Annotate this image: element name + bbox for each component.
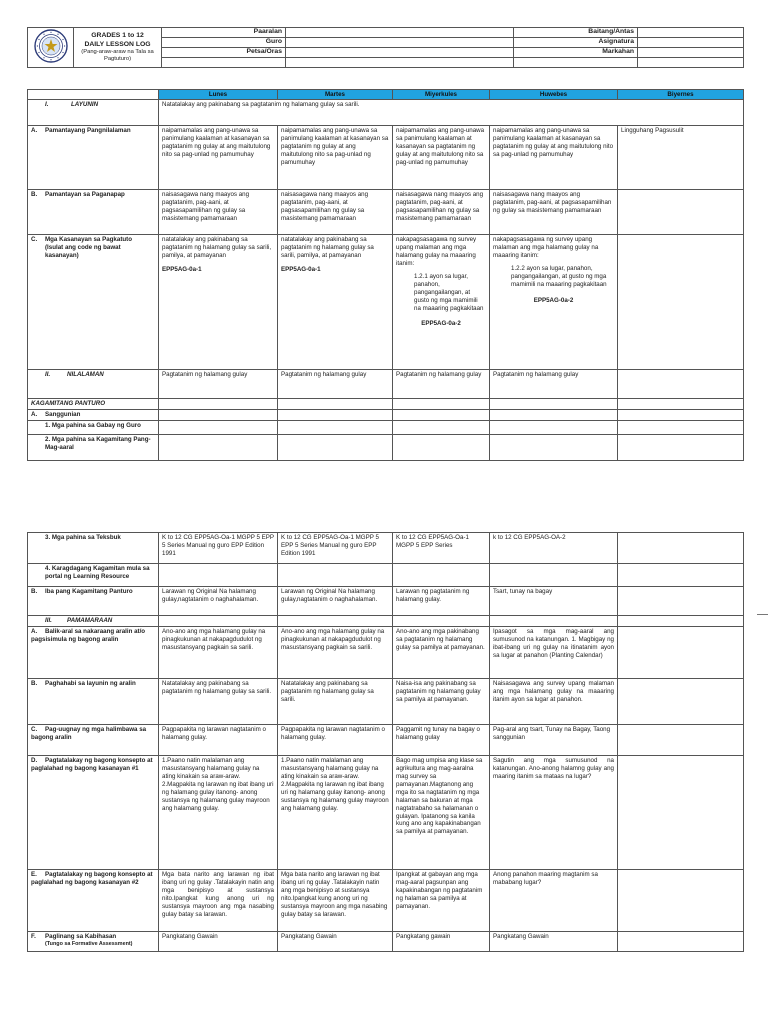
label-paghahabi: B. Paghahabi sa layunin ng aralin [28,678,159,724]
row-layunin [28,100,744,126]
label-konsepto2: E. Pagtatalakay ng bagong konsepto at paglalahad ng bagong kasanayan #2 [28,869,159,931]
label-pamantayang-pangnilalaman: A. Pamantayang Pangnilalaman [28,126,159,190]
cell-ba-mon: Ano-ano ang mga halamang gulay na pinagkukunan at nakapagdudulot ng masustansyang pagkain sa sarili. [159,626,278,678]
day-miyerkules: Miyerkules [393,90,490,100]
cell-pg-thu: naisasagawa nang maayos ang pagtatanim, pag-aani, at pagsasapamilihan ng gulay sa masistemang pamamaraan [490,190,618,235]
cell-ph-thu: Naisasagawa ang survey upang malaman ang mga halamang gulay na maaaring itanim ayon sa lugar at panahon. [490,678,618,724]
cell-k2-tue: Mga bata narito ang larawan ng ibat ibang uri ng gulay .Tatalakayin natin ang mga benipisyo at sustansya nito.Ipangkat kung anong uri ng sustansya mayroon ang mga nasabing gulay batay sa larawan. [278,869,393,931]
cell-pu-fri [618,724,744,755]
cell-ba-tue: Ano-ano ang mga halamang gulay na pinagkukunan at nakapagdudulot ng masustansyang pagkain sa sarili. [278,626,393,678]
label-sanggunian: A. Sanggunian [28,409,159,420]
row-sanggunian [28,409,744,420]
code-k-mon: EPP5AG-0a-1 [162,265,202,273]
cell-k1-thu: Sagutin ang mga sumusunod na katanungan. Ano-anong halamng gulay ang maaring itanim sa mataas na lugar? [490,755,618,869]
cell-k1-wed: Bago mag umpisa ang klase sa agrikultura ang mag-aaralna mag survey sa pamayanan.Magtanong ang mga ito sa nagtatanim ng mga halaman sa bakuran at mga nagtatrabaho sa halamanan o gulayan. Ipatanong sa kanila kung ano ang kapakinabangan sa pamilya at pamayanan. [393,755,490,869]
title-subtitle: (Pang-araw-araw na Tala sa Pagtuturo) [81,49,154,62]
cell-n-wed: Pagtatanim ng halamang gulay [393,370,490,399]
label-balik-aral: A. Balik-aral sa nakaraang aralin at/o pagsisimula ng bagong aralin [28,626,159,678]
page-edge-line [757,614,768,615]
cell-ip-wed: Larawan ng pagtatanim ng halamang gulay. [393,587,490,616]
field-markahan[interactable] [638,48,744,58]
title-grades: GRADES 1 to 12 [91,32,144,40]
cell-pg-mon: naisasagawa nang maayos ang pagtatanim, pag-aani, at pagsasapamilihan ng gulay sa masistemang pamamaraan [159,190,278,235]
lesson-table-part2 [27,532,744,952]
row-teksbuk [28,533,744,564]
row-pag-uugnay [28,724,744,755]
label-baitang: Baitang/Antas [514,28,638,38]
cell-ba-thu: Ipasagot sa mga mag-aaral ang sumusunod na katanungan. 1. Magbigay ng ibat-ibang uri ng gulay na itinatanim ayon sa lugar at panahon (Planting Calendar) [490,626,618,678]
cell-pg-tue: naisasagawa nang maayos ang pagtatanim, pag-aani, at pagsasapamilihan ng gulay sa masistemang pamamaraan [278,190,393,235]
row-kagamitang-mag-aaral [28,434,744,460]
cell-pu-wed: Paggamit ng tunay na bagay o halamang gulay [393,724,490,755]
label-pamantayan-sa-pagganap: B. Pamantayan sa Paganapap [28,190,159,235]
cell-ba-fri [618,626,744,678]
field-blank-right [638,58,744,68]
field-asignatura[interactable] [638,38,744,48]
day-martes: Martes [278,90,393,100]
cell-kb-fri [618,931,744,951]
code-k-tue: EPP5AG-0a-1 [281,265,321,273]
cell-pp-wed: naipamamalas ang pang-unawa sa panimulang kaalaman at kasanayan sa pagtatanim ng gulay at ang maitutulong nito sa pag-unlad ng pamumuhay [393,126,490,190]
row-karagdagang [28,564,744,587]
cell-pu-thu: Pag-aral ang tsart, Tunay na Bagay, Taong sanggunian [490,724,618,755]
cell-n-fri [618,370,744,399]
label-asignatura: Asignatura [514,38,638,48]
cell-ip-thu: Tsart, tunay na bagay [490,587,618,616]
cell-pg-fri [618,190,744,235]
cell-tb-wed: K to 12 CG EPP5AG-Oa-1 MGPP 5 EPP Series [393,533,490,564]
seal-icon [34,29,68,63]
cell-k2-thu: Anong panahon maaring magtanim sa mababang lugar? [490,869,618,931]
cell-pg-wed: naisasagawa nang maayos ang pagtatanim, pag-aani, at pagsasapamilihan ng gulay sa masistemang pamamaraan [393,190,490,235]
field-blank-left [162,58,286,68]
cell-k1-fri [618,755,744,869]
row-kagamitang [28,399,744,410]
day-header-row [28,90,744,100]
deped-seal-logo [28,28,74,68]
row-nilalaman [28,370,744,399]
cell-pp-mon: naipamamalas ang pang-unawa sa panimulang kaalaman at kasanayan sa pagtatanim ng gulay at ang maitutulong nito sa pag-unlad ng pamumuhay [159,126,278,190]
row-pamantayang-pangnilalaman [28,126,744,190]
cell-pu-tue: Pagpapakita ng larawan nagtatanim o halamang gulay. [278,724,393,755]
field-petsa[interactable] [286,48,514,58]
cell-ba-wed: Ano-ano ang mga pakinabang sa pagtatanim ng halamang gulay sa pamilya at pamayanan. [393,626,490,678]
title-dll: DAILY LESSON LOG [84,40,151,48]
cell-ip-tue: Larawan ng Original Na halamang gulay,nagtatanim o naghahalaman. [278,587,393,616]
row-paghahabi [28,678,744,724]
cell-k-thu: nakapagsasagawa ng survey upang malaman ang mga halamang gulay na maaaring itanim: 1.2.2 ayon sa lugar, panahon, pangangailangan, at gusto ng mga mamimili na maaaring pagkakitaan EPP5AG-0a-2 [490,235,618,370]
lesson-table-part1 [27,89,744,461]
cell-n-mon: Pagtatanim ng halamang gulay [159,370,278,399]
cell-pp-fri: Lingguhang Pagsusulit [618,126,744,190]
field-baitang[interactable] [638,28,744,38]
cell-ph-tue: Natatalakay ang pakinabang sa pagtatanim ng halamang gulay sa sarili. [278,678,393,724]
label-kagamitang: KAGAMITANG PANTURO [28,399,159,410]
cell-kb-wed: Pangkatang gawain [393,931,490,951]
label-pag-uugnay: C. Pag-uugnay ng mga halimbawa sa bagong aralin [28,724,159,755]
code-k-thu: EPP5AG-0a-2 [533,296,574,304]
cell-k1-mon: 1.Paano natin malalaman ang masustansyang halamang gulay na ating kinakain sa araw-araw. 2.Magpakita ng larawan ng ibat ibang uri ng halamang gulay itanong- anong sustansya ng halamang gulay mayroon ang halamang gulay. [159,755,278,869]
label-nilalaman: II. NILALAMAN [28,370,159,399]
label-teksbuk: 3. Mga pahina sa Teksbuk [28,533,159,564]
cell-pu-mon: Pagpapakita ng larawan nagtatanim o halamang gulay. [159,724,278,755]
cell-tb-fri [618,533,744,564]
field-blank-mid [286,58,514,68]
field-blank-right-label [514,58,638,68]
label-layunin: I. LAYUNIN [28,100,159,126]
day-header-blank [28,90,159,100]
code-k-wed: EPP5AG-0a-2 [421,320,461,328]
row-pamantayan-sa-pagganap [28,190,744,235]
day-lunes: Lunes [159,90,278,100]
cell-tb-thu: k to 12 CG EPP5AG-OA-2 [490,533,618,564]
cell-ph-fri [618,678,744,724]
cell-tb-tue: K to 12 CG EPP5AG-Oa-1 MGPP 5 EPP 5 Series Manual ng guro EPP Edition 1991 [278,533,393,564]
field-paaralan[interactable] [286,28,514,38]
label-gabay: 1. Mga pahina sa Gabay ng Guro [28,420,159,434]
row-kasanayan [28,235,744,370]
cell-k-wed: nakapagsasagawa ng survey upang malaman ang mga halamang gulay na maaaring itanim: 1.2.1 ayon sa lugar, panahon, pangangailangan, at gusto ng mga mamimili na maaaring pagkakitaan EPP5AG-0a-2 [393,235,490,370]
cell-kb-thu: Pangkatang Gawain [490,931,618,951]
row-konsepto2 [28,869,744,931]
row-pamamaraan [28,616,744,627]
label-petsa: Petsa/Oras [162,48,286,58]
cell-k-fri [618,235,744,370]
cell-k2-wed: Ipangkat at gabayan ang mga mag-aaral pagsunpan ang kapakinabangan ng pagtatanim ng halaman sa pamilya at pamayanan. [393,869,490,931]
cell-k-mon: natatalakay ang pakinabang sa pagtatanim ng halamang gulay sa sarili, pamilya, at pamayanan EPP5AG-0a-1 [159,235,278,370]
cell-n-thu: Pagtatanim ng halamang gulay [490,370,618,399]
label-kasanayan: C. Mga Kasanayan sa Pagkatuto (Isulat ang code ng bawat kasanayan) [28,235,159,370]
cell-kb-mon: Pangkatang Gawain [159,931,278,951]
label-markahan: Markahan [514,48,638,58]
day-biyernes: Biyernes [618,90,744,100]
row-iba-pang [28,587,744,616]
row-balik-aral [28,626,744,678]
label-konsepto1: D. Pagtatalakay ng bagong konsepto at paglalahad ng bagong kasanayan #1 [28,755,159,869]
label-iba-pang: B. Iba pang Kagamitang Panturo [28,587,159,616]
cell-pp-thu: naipamamalas ang pang-unawa sa panimulang kaalaman at kasanayan sa pagtatanim ng gulay at ang maitutulong nito sa pag-unlad ng pamumuhay [490,126,618,190]
label-pamamaraan: III. PAMAMARAAN [28,616,159,627]
cell-k2-fri [618,869,744,931]
label-kagamitang-mag-aaral: 2. Mga pahina sa Kagamitang Pang-Mag-aaral [28,434,159,460]
label-kabihasan: F. Paglinang sa Kabihasan (Tungo sa Formative Assessment) [28,931,159,951]
cell-ip-fri [618,587,744,616]
label-paaralan: Paaralan [162,28,286,38]
cell-ip-mon: Larawan ng Original Na halamang gulay,nagtatanim o naghahalaman. [159,587,278,616]
cell-n-tue: Pagtatanim ng halamang gulay [278,370,393,399]
lesson-log-title [74,28,162,68]
layunin-text: Natatalakay ang pakinabang sa pagtatanim ng halamang gulay sa sarili. [159,100,744,126]
cell-k-tue: natatalakay ang pakinabang sa pagtatanim ng halamang gulay sa sarili, pamilya, at pamayanan EPP5AG-0a-1 [278,235,393,370]
label-guro: Guro [162,38,286,48]
cell-ph-mon: Natatalakay ang pakinabang sa pagtatanim ng halamang gulay sa sarili. [159,678,278,724]
cell-ph-wed: Naisa-isa ang pakinabang sa pagtatanim ng halamang gulay sa pamilya at pamayanan. [393,678,490,724]
row-konsepto1 [28,755,744,869]
row-kabihasan [28,931,744,951]
cell-tb-mon: K to 12 CG EPP5AG-Oa-1 MGPP 5 EPP 5 Series Manual ng guro EPP Edition 1991 [159,533,278,564]
field-guro[interactable] [286,38,514,48]
header-table [27,27,744,68]
day-huwebes: Huwebes [490,90,618,100]
cell-k1-tue: 1.Paano natin malalaman ang masustansyang halamang gulay na ating kinakain sa araw-araw. 2.Magpakita ng larawan ng ibat ibang uri ng halamang gulay itanong- anong sustansya ng halamang gulay mayroon ang halamang gulay. [278,755,393,869]
label-karagdagang: 4. Karagdagang Kagamitan mula sa portal ng Learning Resource [28,564,159,587]
cell-pp-tue: naipamamalas ang pang-unawa sa panimulang kaalaman at kasanayan sa pagtatanim ng gulay at ang maitutulong nito sa pag-unlad ng pamumuhay [278,126,393,190]
row-gabay [28,420,744,434]
cell-k2-mon: Mga bata narito ang larawan ng ibat ibang uri ng gulay .Tatalakayin natin ang mga benipisyo at sustansya nito.Ipangkat kung anong uri ng sustansya mayroon ang mga nasabing gulay batay sa larawan. [159,869,278,931]
cell-kb-tue: Pangkatang Gawain [278,931,393,951]
